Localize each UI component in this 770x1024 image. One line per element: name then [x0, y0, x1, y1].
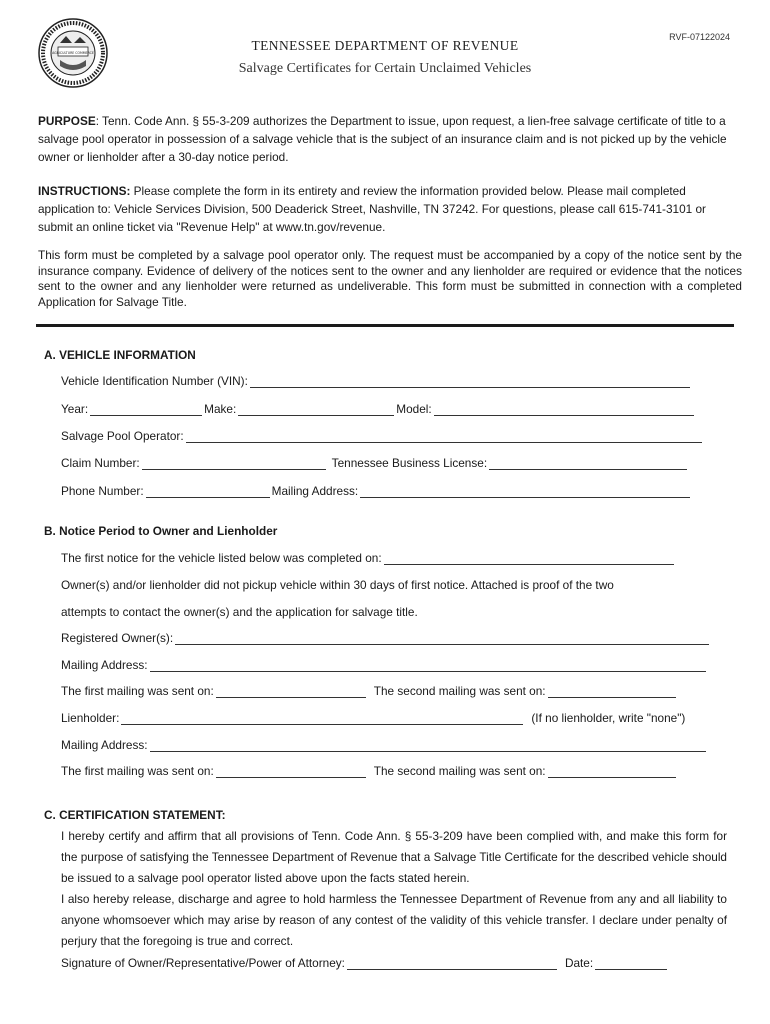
form-id: RVF-07122024 — [669, 32, 730, 42]
mailing-field[interactable] — [360, 485, 690, 498]
lienholder-mailing-field[interactable] — [150, 739, 706, 752]
make-label: Make: — [204, 402, 237, 416]
notice-paragraph: This form must be completed by a salvage pool operator only. The request must be accompanied by a copy of the notice sent by the insurance company. Evidence of delivery of the notices sent to the owner and any lienholder are required or evidence that the notices sent to the owner and any lienholder were returned as undeliverable. This form must be submitted in connection with a completed Application for Salvage Title. — [38, 248, 742, 309]
form-title: Salvage Certificates for Certain Unclaimed Vehicles — [238, 61, 532, 76]
year-make-model-row — [61, 402, 696, 416]
claim-license-row — [61, 456, 689, 470]
owner-text-line1 — [61, 578, 721, 592]
model-label: Model: — [396, 402, 432, 416]
date-field[interactable] — [595, 957, 667, 970]
lienholder-mailing-label: Mailing Address: — [61, 738, 148, 752]
claim-number-label: Claim Number: — [61, 456, 140, 470]
owner-mailing-field[interactable] — [150, 659, 706, 672]
section-c-title: C. CERTIFICATION STATEMENT: — [44, 808, 226, 822]
owner-mailing-label: Mailing Address: — [61, 658, 148, 672]
section-a-title: A. VEHICLE INFORMATION — [44, 348, 196, 362]
lienholder-mailing-row — [61, 738, 708, 752]
business-license-field[interactable] — [489, 457, 687, 470]
instructions-label: INSTRUCTIONS: — [38, 184, 131, 198]
owner-text-2: attempts to contact the owner(s) and the application for salvage title. — [61, 605, 418, 619]
section-b-title: B. Notice Period to Owner and Lienholder — [44, 524, 278, 538]
vin-row — [61, 374, 692, 388]
year-field[interactable] — [90, 403, 202, 416]
pool-operator-row — [61, 429, 704, 443]
owner-mailing-row — [61, 658, 708, 672]
pool-operator-label: Salvage Pool Operator: — [61, 429, 184, 443]
claim-number-field[interactable] — [142, 457, 326, 470]
registered-owner-field[interactable] — [175, 632, 709, 645]
certification-paragraph-2: I also hereby release, discharge and agree to hold harmless the Tennessee Department of Revenue from any and all liability to anyone whomsoever which may arise by reason of any contest of the validity of this vehicle transfer. I declare under penalty of perjury that the foregoing is true and correct. — [61, 892, 727, 948]
instructions-text: Please complete the form in its entirety and review the information provided below. Please mail completed application to: Vehicle Services Division, 500 Deaderick Street, Nashville, TN 37242. For questions, please call 615-741-3101 or submit an online ticket via "Revenue Help" at www.tn.gov/revenue. — [38, 184, 706, 234]
department-name: TENNESSEE DEPARTMENT OF REVENUE — [251, 38, 519, 53]
lienholder-label: Lienholder: — [61, 711, 120, 725]
second-mailing-label-2: The second mailing was sent on: — [373, 764, 546, 778]
registered-owner-label: Registered Owner(s): — [61, 631, 174, 645]
business-license-label: Tennessee Business License: — [331, 456, 488, 470]
phone-field[interactable] — [146, 485, 270, 498]
svg-text:AGRICULTURE COMMERCE: AGRICULTURE COMMERCE — [52, 51, 94, 55]
phone-label: Phone Number: — [61, 484, 144, 498]
first-notice-row — [61, 551, 676, 565]
mailing-label: Mailing Address: — [271, 484, 359, 498]
certification-paragraph-1: I hereby certify and affirm that all provisions of Tenn. Code Ann. § 55-3-209 have been complied with, and make this form for the purpose of satisfying the Tennessee Department of Revenue that a Salvage Title Certificate for the described vehicle should be issued to a salvage pool operator listed above upon the facts stated herein. — [61, 829, 727, 885]
first-mailing-label: The first mailing was sent on: — [61, 684, 214, 698]
owner-mailing-dates-row — [61, 684, 678, 698]
first-mailing-label-2: The first mailing was sent on: — [61, 764, 214, 778]
purpose-text: : Tenn. Code Ann. § 55-3-209 authorizes the Department to issue, upon request, a lien-free salvage certificate of title to a salvage pool operator in possession of a salvage vehicle that is the subject of an insurance claim and is not picked up by the vehicle owner or lienholder after a 30-day notice period. — [38, 114, 727, 164]
phone-mailing-row — [61, 484, 692, 498]
pool-operator-field[interactable] — [186, 430, 702, 443]
purpose-label: PURPOSE — [38, 114, 96, 128]
lienholder-mailing-dates-row — [61, 764, 678, 778]
first-notice-field[interactable] — [384, 552, 674, 565]
owner-text-line2 — [61, 605, 418, 619]
make-field[interactable] — [238, 403, 394, 416]
lienholder-row — [61, 711, 685, 725]
first-mailing-field-2[interactable] — [216, 765, 366, 778]
second-mailing-label: The second mailing was sent on: — [373, 684, 546, 698]
signature-label: Signature of Owner/Representative/Power of Attorney: — [61, 956, 345, 970]
first-mailing-field[interactable] — [216, 685, 366, 698]
registered-owner-row — [61, 631, 711, 645]
vin-field[interactable] — [250, 375, 690, 388]
lienholder-note: (If no lienholder, write "none") — [531, 711, 686, 725]
purpose-paragraph — [38, 112, 742, 166]
year-label: Year: — [61, 402, 89, 416]
owner-text-1: Owner(s) and/or lienholder did not pickup vehicle within 30 days of first notice. Attached is proof of the two — [61, 578, 614, 592]
second-mailing-field[interactable] — [548, 685, 676, 698]
signature-field[interactable] — [347, 957, 557, 970]
date-label: Date: — [564, 956, 594, 970]
section-divider — [36, 324, 734, 327]
lienholder-field[interactable] — [121, 712, 523, 725]
signature-row — [61, 956, 669, 970]
instructions-paragraph — [38, 182, 742, 236]
second-mailing-field-2[interactable] — [548, 765, 676, 778]
vin-label: Vehicle Identification Number (VIN): — [61, 374, 248, 388]
first-notice-label: The first notice for the vehicle listed below was completed on: — [61, 551, 382, 565]
model-field[interactable] — [434, 403, 694, 416]
